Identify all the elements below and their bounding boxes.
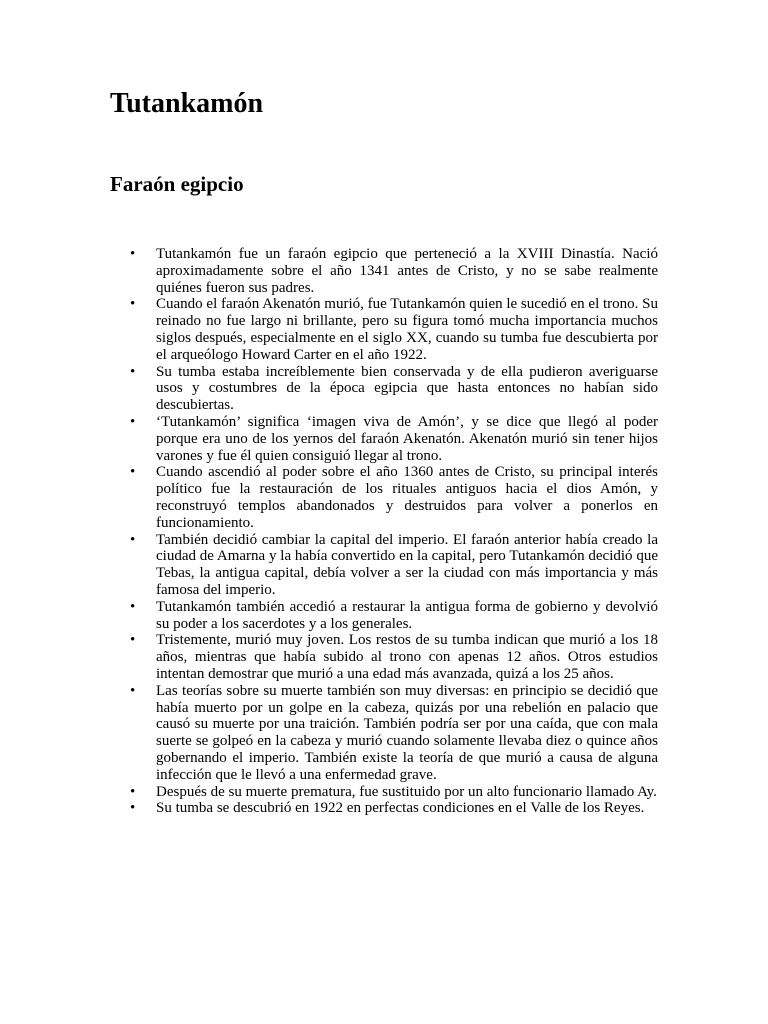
bullet-icon: • bbox=[130, 632, 136, 649]
list-item bbox=[130, 413, 658, 464]
bullet-icon: • bbox=[130, 800, 136, 817]
list-item-text: Cuando el faraón Akenatón murió, fue Tutankamón quien le sucedió en el trono. Su reinado no fue largo ni brillante, pero su figura tomó mucha importancia muchos siglos después, especialmente en el siglo XX, cuando su tumba fue descubierta por el arqueólogo Howard Carter en el año 1922. bbox=[156, 296, 658, 363]
list-item-text: Tristemente, murió muy joven. Los restos de su tumba indican que murió a los 18 años, mientras que había subido al trono con apenas 12 años. Otros estudios intentan demostrar que murió a una edad más avanzada, quizá a los 25 años. bbox=[156, 632, 658, 682]
bullet-icon: • bbox=[130, 682, 136, 699]
list-item bbox=[130, 246, 658, 296]
bullet-icon: • bbox=[130, 296, 136, 313]
list-item-text: Las teorías sobre su muerte también son muy diversas: en principio se decidió que había muerto por un golpe en la cabeza, quizás por una rebelión en palacio que causó su muerte por una traición. También podría ser por una caída, que con mala suerte se golpeó en la cabeza y murió cuando solamente llevaba diez o quince años gobernando el imperio. También existe la teoría de que murió a causa de alguna infección que le llevó a una enfermedad grave. bbox=[156, 682, 658, 783]
list-item bbox=[130, 531, 658, 599]
page-title: Tutankamón bbox=[110, 88, 264, 119]
bullet-list bbox=[130, 246, 658, 817]
bullet-icon: • bbox=[130, 246, 136, 262]
list-item-text: Su tumba se descubrió en 1922 en perfectas condiciones en el Valle de los Reyes. bbox=[156, 800, 645, 817]
bullet-icon: • bbox=[130, 531, 136, 548]
bullet-icon: • bbox=[130, 783, 136, 800]
list-item-text: También decidió cambiar la capital del imperio. El faraón anterior había creado la ciudad de Amarna y la había convertido en la capital, pero Tutankamón decidió que Tebas, la antigua capital, debía volver a ser la ciudad con más importancia y más famosa del imperio. bbox=[156, 531, 658, 598]
bullet-icon: • bbox=[130, 413, 136, 430]
list-item bbox=[130, 598, 658, 633]
list-item bbox=[130, 632, 658, 682]
list-item bbox=[130, 296, 658, 363]
list-item bbox=[130, 363, 658, 414]
page-subtitle: Faraón egipcio bbox=[110, 172, 244, 196]
list-item-text: ‘Tutankamón’ significa ‘imagen viva de Amón’, y se dice que llegó al poder porque era uno de los yernos del faraón Akenatón. Akenatón murió sin tener hijos varones y fue él quien consiguió llegar al trono. bbox=[156, 413, 658, 464]
list-item-text: Cuando ascendió al poder sobre el año 1360 antes de Cristo, su principal interés político fue la restauración de los rituales antiguos hacia el dios Amón, y reconstruyó templos abandonados y destruidos para volver a ponerlos en funcionamiento. bbox=[156, 464, 658, 531]
list-item bbox=[130, 464, 658, 531]
list-item-text: Tutankamón fue un faraón egipcio que perteneció a la XVIII Dinastía. Nació aproximadamente sobre el año 1341 antes de Cristo, y no se sabe realmente quiénes fueron sus padres. bbox=[156, 246, 658, 296]
list-item-text: Su tumba estaba increíblemente bien conservada y de ella pudieron averiguarse usos y costumbres de la época egipcia que hasta entonces no habían sido descubiertas. bbox=[156, 363, 658, 414]
list-item bbox=[130, 682, 658, 784]
list-item-text: Después de su muerte prematura, fue sustituido por un alto funcionario llamado Ay. bbox=[156, 783, 657, 800]
list-item bbox=[130, 800, 658, 817]
list-item-text: Tutankamón también accedió a restaurar la antigua forma de gobierno y devolvió su poder a los sacerdotes y a los generales. bbox=[156, 598, 658, 632]
bullet-icon: • bbox=[130, 598, 136, 615]
bullet-icon: • bbox=[130, 464, 136, 481]
bullet-icon: • bbox=[130, 363, 136, 380]
list-item bbox=[130, 783, 658, 801]
